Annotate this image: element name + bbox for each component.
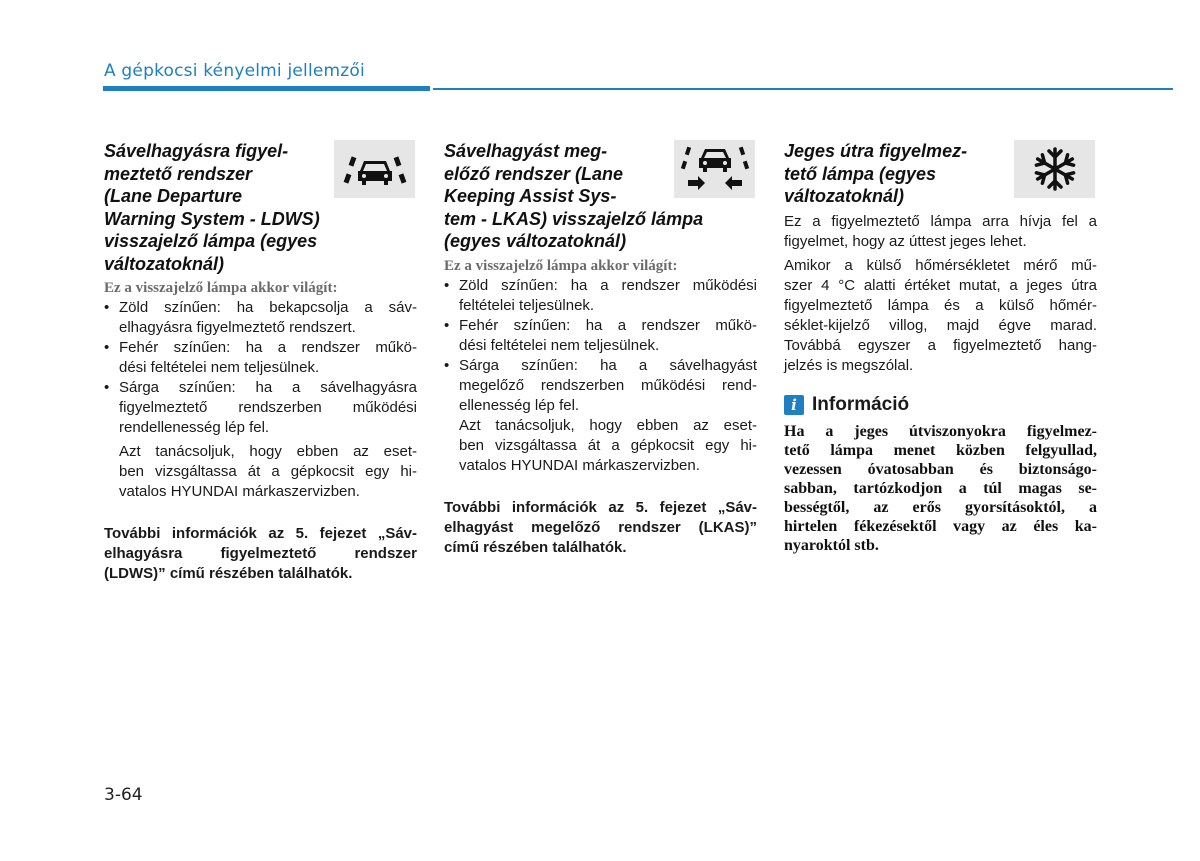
- heading-line: Keeping Assist Sys-: [444, 186, 617, 206]
- info-title-text: Információ: [812, 393, 910, 415]
- text-line: figyelmet, hogy az úttest jeges lehet.: [784, 232, 1027, 250]
- text-line: vatalos HYUNDAI márkaszervizben.: [119, 483, 360, 500]
- column-icy-road: [784, 140, 1097, 555]
- text-line: című részében találhatók.: [444, 538, 627, 556]
- text-line: ben vizsgáltassa át a gépkocsit egy hi-: [459, 436, 757, 454]
- text-line: séklet-kijelző villog, majd égve marad.: [784, 316, 1097, 334]
- page-number: 3-64: [104, 785, 143, 805]
- info-box-title: [784, 394, 1097, 416]
- heading-line: (egyes változatoknál): [444, 231, 627, 251]
- header-rule-thick: [103, 86, 430, 91]
- advice-paragraph: [444, 416, 757, 476]
- text-line: (LDWS)” című részében találhatók.: [104, 565, 353, 582]
- bullet: •: [104, 339, 110, 356]
- text-line: bességtől, az erős gyorsításoktól, a: [784, 498, 1097, 516]
- text-line: Zöld színűen: ha a rendszer működési: [459, 276, 757, 294]
- heading-line: Sávelhagyást meg-: [444, 141, 608, 161]
- text-line: tető lámpa menet közben felgyullad,: [784, 441, 1097, 459]
- bullet: •: [104, 379, 110, 396]
- heading-line: meztető rendszer: [104, 163, 253, 184]
- text-line: vezessen óvatosabban és biztonságo-: [784, 460, 1097, 478]
- text-line: Amikor a külső hőmérsékletet mérő mű-: [784, 256, 1097, 274]
- text-line: feltételei teljesülnek.: [459, 296, 595, 314]
- icy-para-1: [784, 212, 1097, 252]
- text-line: vatalos HYUNDAI márkaszervizben.: [459, 456, 700, 474]
- text-line: hirtelen fékezésektől vagy az éles ka-: [784, 517, 1097, 535]
- text-line: Azt tanácsoljuk, hogy ebben az eset-: [119, 443, 417, 460]
- text-line: nyaroktól stb.: [784, 536, 879, 554]
- bullet: •: [444, 316, 450, 334]
- more-info-paragraph: [104, 524, 417, 584]
- text-line: elhagyásra figyelmeztető rendszer: [104, 545, 417, 562]
- text-line: Sárga színűen: ha a sávelhagyást: [459, 356, 757, 374]
- section-title: A gépkocsi kényelmi jellemzői: [104, 61, 365, 81]
- snowflake-icon: [1014, 140, 1095, 198]
- text-line: Ez a figyelmeztető lámpa arra hívja fel a: [784, 212, 1097, 230]
- heading-line: előző rendszer (Lane: [444, 163, 624, 184]
- text-line: Fehér színűen: ha a rendszer műkö-: [119, 339, 417, 356]
- text-line: Továbbá egyszer a figyelmeztető hang-: [784, 336, 1097, 354]
- column-lkas: [444, 140, 757, 558]
- lane-departure-warning-icon: [334, 140, 415, 198]
- bullet: •: [444, 276, 450, 294]
- text-line: Azt tanácsoljuk, hogy ebben az eset-: [459, 416, 757, 434]
- ldws-subheading: Ez a visszajelző lámpa akkor világít:: [104, 280, 338, 296]
- icy-para-2: [784, 256, 1097, 376]
- more-info-paragraph: [444, 498, 757, 558]
- lane-keeping-assist-icon: [674, 140, 755, 198]
- list-item: [104, 338, 417, 378]
- text-line: figyelmeztető rendszerben működési: [119, 399, 417, 416]
- heading-line: Warning System - LDWS): [104, 208, 320, 229]
- bullet: •: [444, 356, 450, 374]
- text-line: Ha a jeges útviszonyokra figyelmez-: [784, 422, 1097, 440]
- advice-paragraph: [104, 442, 417, 502]
- text-line: ellenesség lép fel.: [459, 396, 580, 414]
- heading-line: tem - LKAS) visszajelző lámpa: [444, 208, 704, 229]
- lkas-subheading: Ez a visszajelző lámpa akkor világít:: [444, 257, 678, 274]
- heading-line: Sávelhagyásra figyel-: [104, 141, 289, 161]
- text-line: dési feltételei nem teljesülnek.: [459, 336, 660, 354]
- text-line: rendellenesség lép fel.: [119, 419, 270, 436]
- info-icon: i: [784, 395, 804, 415]
- column-ldws: [104, 140, 417, 584]
- heading-line: változatoknál): [104, 253, 225, 274]
- text-line: jelzés is megszólal.: [784, 356, 914, 374]
- text-line: elhagyást megelőző rendszer (LKAS)”: [444, 518, 757, 536]
- list-item: [104, 378, 417, 438]
- heading-line: Jeges útra figyelmez-: [784, 141, 968, 161]
- list-item: [444, 316, 757, 356]
- text-line: Fehér színűen: ha a rendszer műkö-: [459, 316, 757, 334]
- text-line: figyelmeztető lámpa és a külső hőmér-: [784, 296, 1097, 314]
- text-line: Zöld színűen: ha bekapcsolja a sáv-: [119, 299, 417, 316]
- text-line: dési feltételei nem teljesülnek.: [119, 359, 320, 376]
- list-item: [444, 276, 757, 316]
- heading-line: változatoknál): [784, 186, 905, 206]
- text-line: Sárga színűen: ha a sávelhagyásra: [119, 379, 417, 396]
- text-line: sabban, tartózkodjon a túl magas se-: [784, 479, 1097, 497]
- heading-line: tető lámpa (egyes: [784, 163, 937, 184]
- list-item: [444, 356, 757, 416]
- text-line: További információk az 5. fejezet „Sáv-: [444, 498, 757, 516]
- heading-line: visszajelző lámpa (egyes: [104, 231, 318, 251]
- heading-line: (Lane Departure: [104, 186, 243, 206]
- list-item: [104, 298, 417, 338]
- text-line: elhagyásra figyelmeztető rendszert.: [119, 319, 356, 336]
- text-line: szer 4 °C alatti értéket mutat, a jeges útra: [784, 276, 1097, 294]
- bullet: •: [104, 299, 110, 316]
- text-line: ben vizsgáltassa át a gépkocsit egy hi-: [119, 463, 417, 480]
- text-line: További információk az 5. fejezet „Sáv-: [104, 525, 417, 542]
- info-body: [784, 422, 1097, 555]
- header-rule-thin: [433, 88, 1173, 90]
- text-line: megelőző rendszerben működési rend-: [459, 376, 757, 394]
